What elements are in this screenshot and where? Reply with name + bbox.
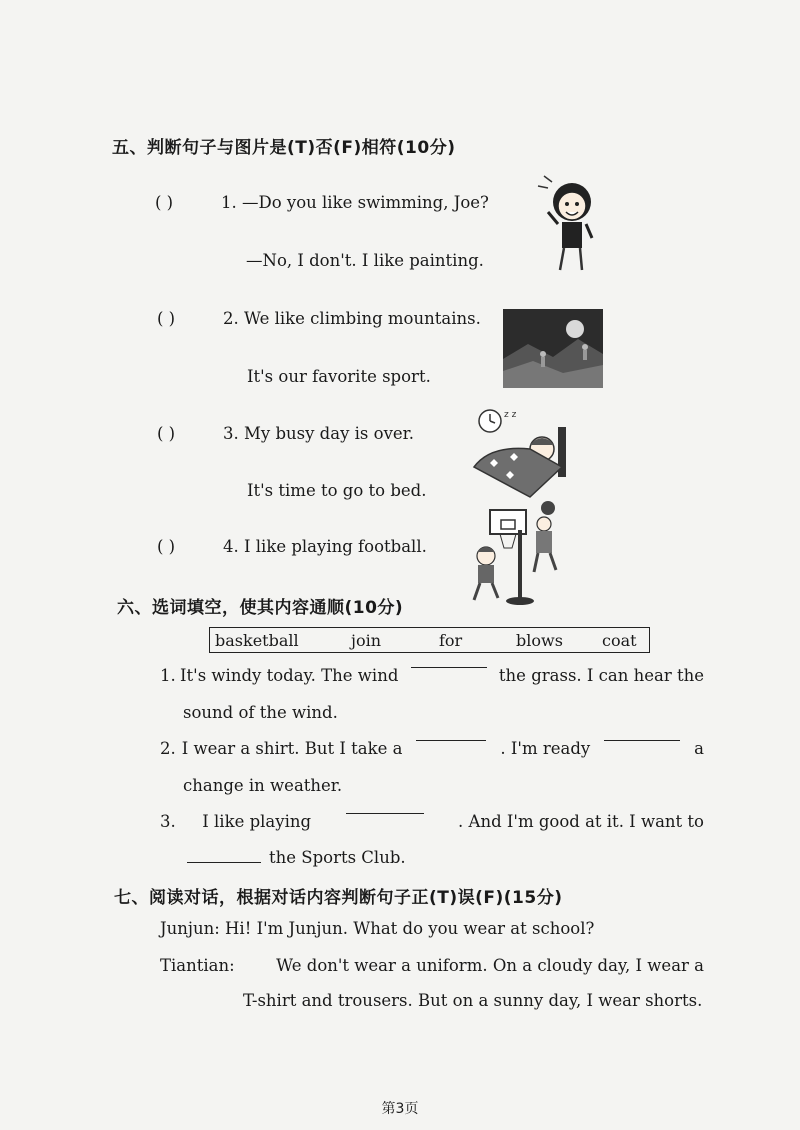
q1-line-2: sound of the wind. [183, 703, 338, 722]
question-text: . I'm ready [500, 739, 591, 758]
mountain-climbing-picture [503, 309, 603, 388]
answer-paren-3[interactable]: ( ) [157, 424, 176, 443]
answer-paren-2[interactable]: ( ) [157, 309, 176, 328]
item-3-line-1 [157, 424, 414, 443]
dialogue-text: We don't wear a uniform. On a cloudy day, I wear a [276, 956, 704, 975]
item-text: My busy day is over. [244, 424, 414, 443]
section-5-title: 五、判断句子与图片是(T)否(F)相符(10分) [112, 138, 456, 158]
item-number: 4. [223, 537, 239, 556]
answer-blank-5[interactable] [187, 861, 261, 863]
answer-paren-1[interactable]: ( ) [155, 193, 174, 212]
speaker-label: Junjun: [160, 919, 220, 938]
question-text: It's windy today. The wind [180, 666, 399, 685]
section-7-title: 七、阅读对话，根据对话内容判断句子正(T)误(F)(15分) [114, 888, 563, 908]
question-text: I like playing [202, 812, 312, 831]
word-bank-item: coat [602, 631, 637, 650]
answer-blank-3[interactable] [604, 739, 680, 741]
question-number: 1. [160, 666, 176, 685]
item-2-line-2: It's our favorite sport. [247, 367, 431, 386]
answer-blank-1[interactable] [411, 666, 487, 668]
sleeping-in-bed-picture [470, 405, 580, 502]
word-bank-item: blows [516, 631, 563, 650]
item-text: I like playing football. [244, 537, 427, 556]
word-bank-item: for [439, 631, 463, 650]
item-4-line-1 [157, 537, 427, 556]
answer-paren-4[interactable]: ( ) [157, 537, 176, 556]
dialogue-junjun [160, 919, 594, 938]
q2-line-1 [160, 739, 704, 758]
question-text: the grass. I can hear the [498, 666, 704, 685]
q1-line-1 [160, 666, 704, 685]
item-number: 1. [221, 193, 237, 212]
q3-line-2 [187, 848, 406, 867]
speaker-label: Tiantian: [160, 956, 235, 975]
q2-line-2: change in weather. [183, 776, 343, 795]
girl-singing-picture [522, 172, 600, 274]
question-text: the Sports Club. [269, 848, 406, 867]
item-3-line-2: It's time to go to bed. [247, 481, 427, 500]
item-text: We like climbing mountains. [244, 309, 481, 328]
question-number: 2. [160, 739, 176, 758]
item-1-line-2: —No, I don't. I like painting. [246, 251, 484, 270]
item-number: 2. [223, 309, 239, 328]
word-bank-box [209, 627, 650, 653]
answer-blank-2[interactable] [416, 739, 486, 741]
question-text: . And I'm good at it. I want to [458, 812, 704, 831]
word-bank-item: basketball [215, 631, 299, 650]
item-number: 3. [223, 424, 239, 443]
dialogue-tiantian-1 [160, 956, 704, 975]
dialogue-tiantian-2: T-shirt and trousers. But on a sunny day, I wear shorts. [243, 991, 703, 1010]
answer-blank-4[interactable] [346, 812, 424, 814]
item-text: —Do you like swimming, Joe? [242, 193, 489, 212]
section-6-title: 六、选词填空，使其内容通顺(10分) [117, 598, 404, 618]
question-text: a [694, 739, 704, 758]
dialogue-text: Hi! I'm Junjun. What do you wear at school? [225, 919, 595, 938]
word-bank-item: join [351, 631, 382, 650]
svg-text:z z: z z [504, 410, 517, 420]
q3-line-1 [160, 812, 704, 831]
item-1-line-1 [155, 193, 489, 212]
question-number: 3. [160, 812, 176, 831]
basketball-picture [470, 500, 570, 608]
question-text: I wear a shirt. But I take a [181, 739, 403, 758]
page-number: 第3页 [381, 1101, 419, 1117]
item-2-line-1 [157, 309, 481, 328]
